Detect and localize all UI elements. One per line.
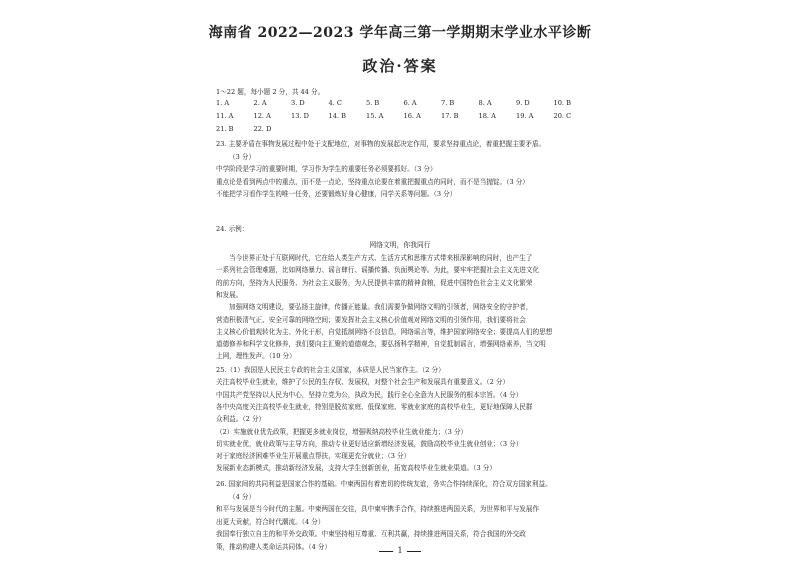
- answer-line: 切实就业优，就业政策与主导方向，推动专业更好适应新增经济发展，鼓励高校毕业生就业创业；（3 分）: [216, 439, 523, 448]
- mc-answer: 15. A: [366, 112, 384, 120]
- mc-answer: 8. A: [478, 99, 492, 107]
- answer-line: （3 分）: [229, 152, 256, 161]
- mc-answer: 6. A: [403, 99, 417, 107]
- question-24-label: 24. 示例：: [216, 225, 249, 233]
- answer-line: 中学阶段是学习的重要时期，学习作为学生的重要任务必须要抓好。（3 分）: [216, 165, 437, 173]
- mc-answer: 13. D: [291, 112, 309, 120]
- mc-answer: 21. B: [216, 125, 234, 133]
- answer-line: 道德修养和科学文化修养，我们要向主汇聚的道德观念，要弘扬科学精神，自觉抵制谣言，增强网络素养，当文明: [216, 340, 546, 349]
- mc-answer: 12. A: [253, 112, 271, 120]
- answer-line: 重点论是看到两点中的重点，而不是一点论，坚持重点论要在着重把握重点的同时，而不是当抛锭。（3 分）: [216, 177, 529, 186]
- page-subtitle: 政治·答案: [362, 57, 438, 75]
- answer-line: （2）实施就业优先政策，把握更多就业岗位，增强吸纳高校毕业生就业能力；（3 分）: [216, 427, 468, 436]
- answer-line: 当今世界正处于互联网时代，它在给人类生产方式、生活方式和思维方式带来根深影响的同时，也产生了: [229, 254, 533, 262]
- mc-answer: 10. B: [553, 99, 571, 107]
- page-title: 海南省 2022—2023 学年高三第一学期期末学业水平诊断: [208, 25, 592, 41]
- mc-answer: 14. B: [328, 112, 346, 120]
- mc-answer: 22. D: [253, 125, 272, 133]
- answer-line: 策，推动构建人类命运共同体。（4 分）: [216, 543, 332, 551]
- mc-answer: 18. A: [478, 112, 496, 120]
- answer-line: 的前方向，坚持为人民服务、为社会主义服务，为人民提供丰富的精神食粮，促进中国特色社会主义文化繁荣: [216, 278, 533, 287]
- answer-line: （4 分）: [229, 492, 256, 501]
- answer-line: 营造积极清气正、安全可靠的网络空间；要发挥社会主义核心价值观对网络文明的引领作用，我们要将社会: [216, 315, 526, 324]
- answer-line: 众利益。（2 分）: [216, 415, 266, 424]
- answer-line: 25.（1）我国是人民民主专政的社会主义国家，本质是人民当家作主。（2 分）: [216, 366, 445, 374]
- answer-line: 不能把学习看作学生的唯一任务，还要锻炼好身心健康，同学关系等问题。（3 分）: [216, 190, 457, 198]
- mc-answer: 20. C: [553, 112, 572, 120]
- answer-line: 发展新业态新模式，推动新经济发展，支持大学生创新创业，拓宽高校毕业生就业渠道。（3 分）: [216, 464, 496, 473]
- answer-line: 23. 主要矛盾在事物发展过程中处于支配地位，对事物的发展起决定作用，要求坚持重点论，着重把握主要矛盾。: [216, 140, 546, 148]
- answer-line: 对于家庭经济困难毕业生开展重点帮扶，实现更充分就业；（3 分）: [216, 452, 411, 461]
- mc-answer: 1. A: [216, 99, 230, 107]
- mc-answer: 19. A: [516, 112, 534, 120]
- mc-answer: 5. B: [366, 99, 380, 107]
- answer-line: 主义核心价值观转化为主、外化于形，自觉抵制网络不良信息，网络谣言等，维护国家网络安全；要提高人们的思想: [216, 327, 553, 336]
- answer-line: 关注高校毕业生就业，维护了公民的生存权、发展权，对整个社会生产和发展具有重要意义。（2 分）: [216, 378, 510, 387]
- mc-intro: 1～22 题，每小题 2 分，共 44 分。: [216, 88, 325, 96]
- answer-line: 和发展。: [216, 290, 243, 299]
- mc-answer: 9. D: [516, 99, 530, 107]
- mc-answer: 16. A: [403, 112, 421, 120]
- answer-line: 26. 国家间的共同利益是国家合作的基础。中柬两国有着密切的传统友谊，务实合作持续深化，符合双方国家利益。: [216, 480, 552, 488]
- answer-line: 加强网络文明建设，要弘扬主旋律，传播正能量。我们需要争做网络文明的引领者，网络安全的守护者，: [229, 303, 533, 312]
- answer-line: 各中央高度关注高校毕业生就业，特别是脱贫家庭、低保家庭、零就业家庭的高校毕业生，更好地保障人民群: [216, 402, 533, 411]
- mc-answer: 7. B: [441, 99, 455, 107]
- mc-answer: 3. D: [291, 99, 305, 107]
- essay-title: 网络文明，你我同行: [369, 241, 431, 249]
- answer-line: 我国奉行独立自主的和平外交政策。中柬坚持相互尊重、互利共赢，持续推进两国关系，符合我国的外交政: [216, 530, 526, 539]
- answer-line: 一系列社会管理难题，比如网络暴力、谣言肆行、谣播传播、负面舆论等。为此，要牢牢把握社会主义先进文化: [216, 266, 540, 275]
- mc-answer: 11. A: [216, 112, 234, 120]
- mc-answer: 4. C: [328, 99, 342, 107]
- mc-answer: 2. A: [253, 99, 267, 107]
- answer-line: 出更大贡献，符合时代潮流。（4 分）: [216, 517, 325, 526]
- answer-line: 和平与发展是当今时代的主题。中柬两国在交往，具中柬牢携手合作，持续推进两国关系，为世界和平与发展作: [216, 505, 540, 514]
- answer-line: 上网，理性发声。（10 分）: [216, 352, 296, 361]
- page-number: 1: [0, 546, 800, 555]
- mc-answer: 17. B: [441, 112, 459, 120]
- answer-line: 中国共产党坚持以人民为中心，坚持立党为公，执政为民，践行全心全意为人民服务的根本宗旨。（4 分）: [216, 390, 523, 399]
